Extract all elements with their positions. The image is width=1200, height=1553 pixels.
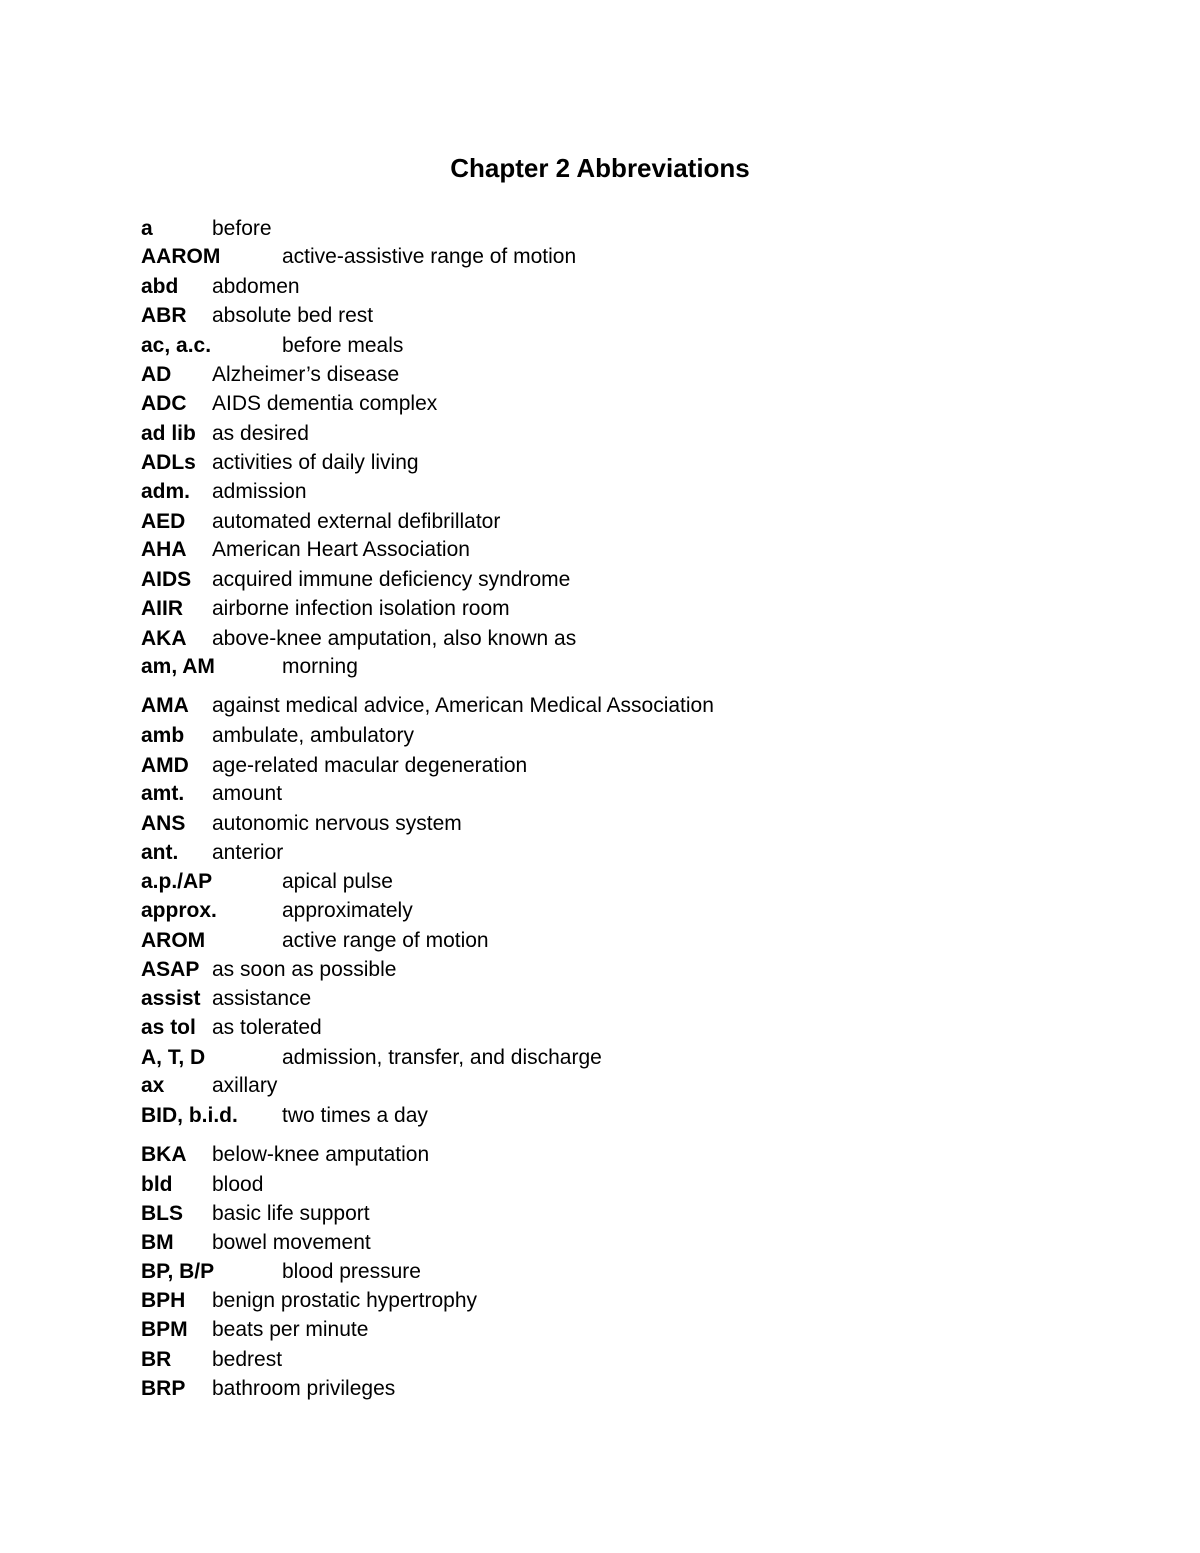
list-item [141, 1171, 1141, 1199]
abbreviation-term: BP, B/P [141, 1260, 215, 1283]
abbreviation-term: ADC [141, 392, 187, 415]
list-item [141, 1287, 1141, 1315]
list-item [141, 215, 1141, 243]
list-item [141, 390, 1141, 418]
abbreviation-term: BR [141, 1348, 172, 1371]
abbreviation-definition: benign prostatic hypertrophy [212, 1289, 477, 1312]
abbreviation-definition: blood pressure [282, 1260, 421, 1283]
abbreviation-definition: autonomic nervous system [212, 812, 462, 835]
abbreviation-definition: as tolerated [212, 1016, 322, 1039]
list-item [141, 1346, 1141, 1374]
abbreviation-term: BLS [141, 1202, 183, 1225]
abbreviation-term: ADLs [141, 451, 196, 474]
list-item [141, 927, 1141, 955]
abbreviation-term: AROM [141, 929, 206, 952]
abbreviation-term: ant. [141, 841, 179, 864]
abbreviation-definition: AIDS dementia complex [212, 392, 438, 415]
list-item [141, 868, 1141, 896]
abbreviation-term: AMD [141, 754, 189, 777]
abbreviation-term: BRP [141, 1377, 186, 1400]
list-item [141, 897, 1141, 925]
abbreviation-definition: apical pulse [282, 870, 393, 893]
abbreviation-definition: beats per minute [212, 1318, 369, 1341]
page-title: Chapter 2 Abbreviations [450, 153, 750, 183]
abbreviation-term: A, T, D [141, 1046, 206, 1069]
abbreviation-definition: absolute bed rest [212, 304, 374, 327]
abbreviation-term: BM [141, 1231, 174, 1254]
abbreviation-definition: below-knee amputation [212, 1143, 430, 1166]
list-item [141, 985, 1141, 1013]
abbreviation-term: adm. [141, 480, 191, 503]
list-item [141, 1044, 1141, 1072]
list-item [141, 1200, 1141, 1228]
list-item [141, 1229, 1141, 1257]
list-item [141, 508, 1141, 536]
list-item [141, 1102, 1141, 1130]
list-item [141, 1375, 1141, 1403]
list-item [141, 595, 1141, 623]
abbreviation-term: BPM [141, 1318, 188, 1341]
abbreviation-term: AD [141, 363, 172, 386]
abbreviation-definition: abdomen [212, 275, 300, 298]
abbreviation-definition: automated external defibrillator [212, 510, 501, 533]
abbreviation-definition: basic life support [212, 1202, 370, 1225]
abbreviation-term: ad lib [141, 422, 196, 445]
list-item [141, 692, 1141, 720]
abbreviation-definition: acquired immune deficiency syndrome [212, 568, 571, 591]
list-item [141, 1014, 1141, 1042]
list-item [141, 420, 1141, 448]
abbreviation-definition: amount [212, 782, 283, 805]
abbreviation-definition: as desired [212, 422, 309, 445]
abbreviation-definition: active range of motion [282, 929, 489, 952]
abbreviation-definition: against medical advice, American Medical Association [212, 694, 714, 717]
abbreviation-term: ANS [141, 812, 186, 835]
list-item [141, 1072, 1141, 1100]
abbreviation-definition: anterior [212, 841, 284, 864]
list-item [141, 780, 1141, 808]
list-item [141, 839, 1141, 867]
abbreviation-term: bld [141, 1173, 173, 1196]
list-item [141, 625, 1141, 653]
abbreviation-definition: bathroom privileges [212, 1377, 396, 1400]
list-item [141, 449, 1141, 477]
list-item [141, 536, 1141, 564]
abbreviation-definition: Alzheimer’s disease [212, 363, 400, 386]
abbreviation-term: abd [141, 275, 179, 298]
abbreviation-definition: admission, transfer, and discharge [282, 1046, 602, 1069]
abbreviation-definition: before [212, 217, 272, 240]
abbreviation-definition: two times a day [282, 1104, 428, 1127]
abbreviation-definition: bowel movement [212, 1231, 371, 1254]
abbreviation-term: a [141, 217, 153, 240]
abbreviation-term: BPH [141, 1289, 186, 1312]
abbreviation-definition: ambulate, ambulatory [212, 724, 414, 747]
abbreviation-definition: assistance [212, 987, 312, 1010]
abbreviation-term: AMA [141, 694, 189, 717]
list-item [141, 273, 1141, 301]
abbreviation-term: AHA [141, 538, 187, 561]
list-item [141, 810, 1141, 838]
list-item [141, 332, 1141, 360]
abbreviation-term: amt. [141, 782, 185, 805]
list-item [141, 478, 1141, 506]
abbreviation-definition: morning [282, 655, 358, 678]
abbreviation-definition: active-assistive range of motion [282, 245, 577, 268]
list-item [141, 653, 1141, 681]
abbreviation-definition: admission [212, 480, 307, 503]
list-item [141, 243, 1141, 271]
abbreviation-term: ASAP [141, 958, 200, 981]
abbreviation-term: AKA [141, 627, 187, 650]
abbreviation-definition: blood [212, 1173, 264, 1196]
list-item [141, 1258, 1141, 1286]
abbreviation-term: AIDS [141, 568, 192, 591]
abbreviation-definition: bedrest [212, 1348, 283, 1371]
abbreviation-definition: approximately [282, 899, 413, 922]
list-item [141, 361, 1141, 389]
list-item [141, 302, 1141, 330]
abbreviation-term: approx. [141, 899, 217, 922]
abbreviation-definition: axillary [212, 1074, 278, 1097]
abbreviation-term: ABR [141, 304, 187, 327]
abbreviation-definition: above-knee amputation, also known as [212, 627, 577, 650]
abbreviation-term: AIIR [141, 597, 183, 620]
abbreviation-term: BKA [141, 1143, 187, 1166]
list-item [141, 566, 1141, 594]
list-item [141, 1141, 1141, 1169]
abbreviation-term: amb [141, 724, 185, 747]
list-item [141, 956, 1141, 984]
abbreviation-definition: airborne infection isolation room [212, 597, 510, 620]
abbreviation-term: AAROM [141, 245, 221, 268]
abbreviation-definition: age-related macular degeneration [212, 754, 528, 777]
abbreviation-term: am, AM [141, 655, 215, 678]
abbreviation-term: BID, b.i.d. [141, 1104, 238, 1127]
list-item [141, 722, 1141, 750]
abbreviation-definition: as soon as possible [212, 958, 397, 981]
abbreviation-term: ac, a.c. [141, 334, 212, 357]
abbreviation-term: assist [141, 987, 201, 1010]
abbreviation-term: AED [141, 510, 186, 533]
abbreviation-term: as tol [141, 1016, 196, 1039]
abbreviation-definition: American Heart Association [212, 538, 470, 561]
abbreviation-definition: before meals [282, 334, 404, 357]
list-item [141, 752, 1141, 780]
list-item [141, 1316, 1141, 1344]
abbreviation-term: a.p./AP [141, 870, 213, 893]
abbreviation-definition: activities of daily living [212, 451, 419, 474]
abbreviation-term: ax [141, 1074, 165, 1097]
